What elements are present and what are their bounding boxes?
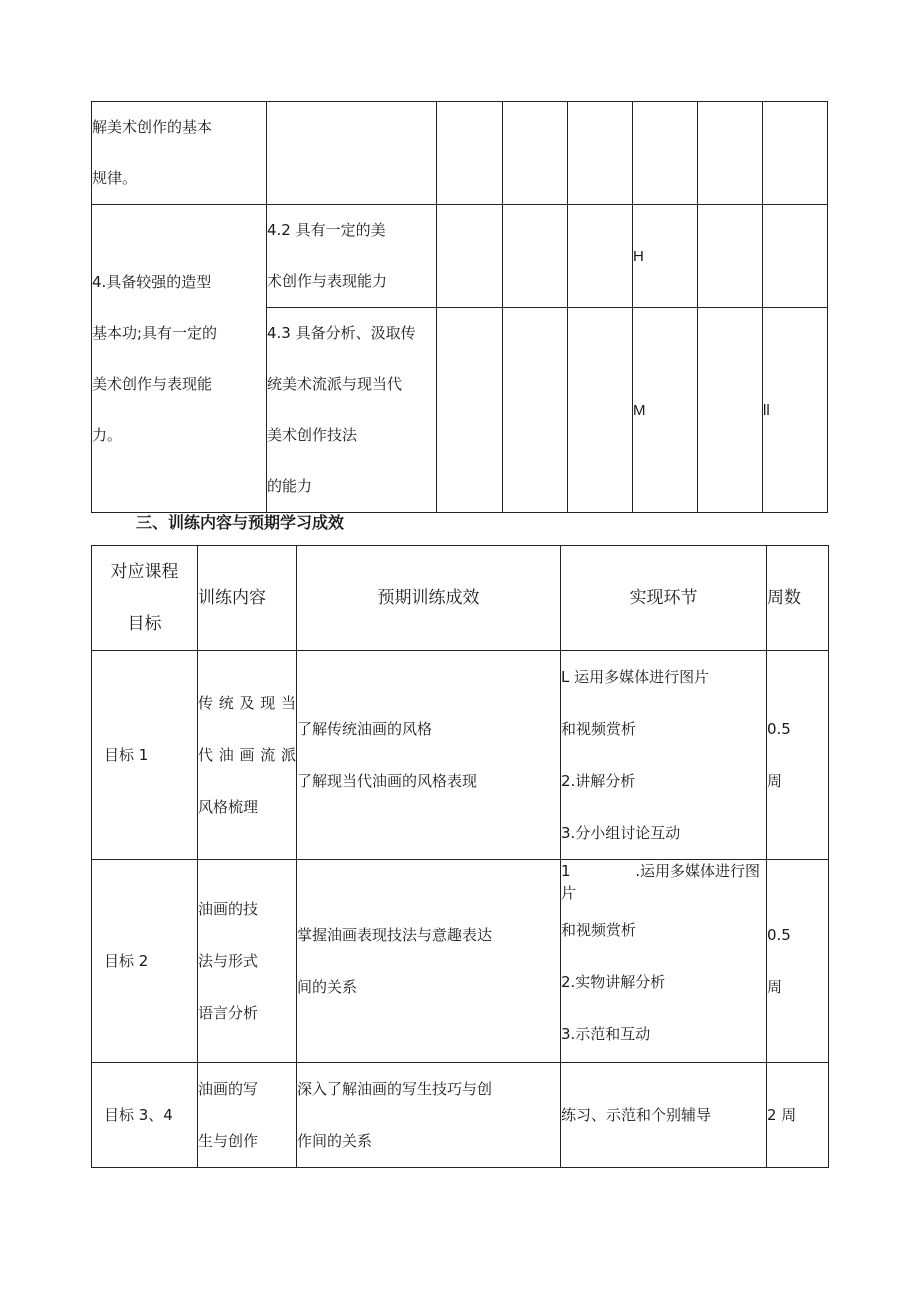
matrix-cell bbox=[763, 205, 828, 308]
objective-cell bbox=[92, 102, 267, 205]
method-cell: 练习、示范和个别辅导 bbox=[561, 1063, 767, 1168]
header-content: 训练内容 bbox=[198, 546, 297, 651]
indicator-cell bbox=[267, 308, 437, 513]
table-row bbox=[92, 651, 829, 860]
table-header-row bbox=[92, 546, 829, 651]
weeks-cell: 0.5 周 bbox=[767, 651, 829, 860]
header-goal: 对应课程 目标 bbox=[92, 546, 198, 651]
indicator-cell bbox=[267, 205, 437, 308]
matrix-cell bbox=[763, 102, 828, 205]
matrix-cell bbox=[503, 102, 568, 205]
indicator-text: 的能力 bbox=[267, 477, 313, 495]
indicator-cell bbox=[267, 102, 437, 205]
matrix-cell bbox=[437, 205, 503, 308]
training-content-table bbox=[91, 545, 829, 1168]
matrix-mark-cell: ll bbox=[763, 308, 828, 513]
indicator-text: 术创作与表现能力 bbox=[267, 272, 388, 290]
indicator-text: 美术创作技法 bbox=[267, 426, 358, 444]
goal-cell: 目标 1 bbox=[92, 651, 198, 860]
indicator-text: 4.2 具有一定的美 bbox=[267, 221, 386, 239]
matrix-cell bbox=[698, 102, 763, 205]
table-row bbox=[92, 1063, 829, 1168]
objective-text: 规律。 bbox=[92, 169, 138, 187]
table-row bbox=[92, 860, 829, 1063]
matrix-mark-cell: H bbox=[633, 205, 698, 308]
matrix-cell bbox=[568, 205, 633, 308]
matrix-cell bbox=[437, 102, 503, 205]
matrix-cell bbox=[698, 205, 763, 308]
objective-cell bbox=[92, 205, 267, 513]
matrix-cell bbox=[568, 102, 633, 205]
header-outcome: 预期训练成效 bbox=[297, 546, 561, 651]
indicator-text: 统美术流派与现当代 bbox=[267, 375, 403, 393]
matrix-cell bbox=[568, 308, 633, 513]
matrix-cell bbox=[503, 308, 568, 513]
objective-text: 基本功;具有一定的 bbox=[92, 323, 218, 342]
matrix-row bbox=[92, 102, 828, 205]
matrix-cell bbox=[633, 102, 698, 205]
content-cell: 油画的写 生与创作 bbox=[198, 1063, 297, 1168]
outcome-cell: 掌握油画表现技法与意趣表达 间的关系 bbox=[297, 860, 561, 1063]
header-method: 实现环节 bbox=[561, 546, 767, 651]
content-cell: 油画的技 法与形式 语言分析 bbox=[198, 860, 297, 1063]
weeks-cell: 2 周 bbox=[767, 1063, 829, 1168]
objectives-matrix-table bbox=[91, 101, 828, 513]
content-cell: 传统及现当 代油画流派 风格梳理 bbox=[198, 651, 297, 860]
objective-text: 力。 bbox=[92, 425, 123, 444]
matrix-cell bbox=[698, 308, 763, 513]
outcome-cell: 了解传统油画的风格 了解现当代油画的风格表现 bbox=[297, 651, 561, 860]
header-weeks: 周数 bbox=[767, 546, 829, 651]
matrix-cell bbox=[503, 205, 568, 308]
matrix-mark-cell: M bbox=[633, 308, 698, 513]
weeks-cell: 0.5 周 bbox=[767, 860, 829, 1063]
section-heading: 三、训练内容与预期学习成效 bbox=[136, 513, 345, 532]
objective-text: 美术创作与表现能 bbox=[92, 374, 213, 393]
indicator-text: 4.3 具备分析、汲取传 bbox=[267, 324, 416, 342]
objective-text: 4.具备较强的造型 bbox=[92, 272, 212, 291]
method-cell: 1 .运用多媒体进行图 片 和视频赏析 2.实物讲解分析 3.示范和互动 bbox=[561, 860, 767, 1063]
matrix-row bbox=[92, 205, 828, 308]
goal-cell: 目标 2 bbox=[92, 860, 198, 1063]
matrix-cell bbox=[437, 308, 503, 513]
objective-text: 解美术创作的基本 bbox=[92, 118, 213, 136]
method-cell: L 运用多媒体进行图片 和视频赏析 2.讲解分析 3.分小组讨论互动 bbox=[561, 651, 767, 860]
goal-cell: 目标 3、4 bbox=[92, 1063, 198, 1168]
outcome-cell: 深入了解油画的写生技巧与创 作间的关系 bbox=[297, 1063, 561, 1168]
